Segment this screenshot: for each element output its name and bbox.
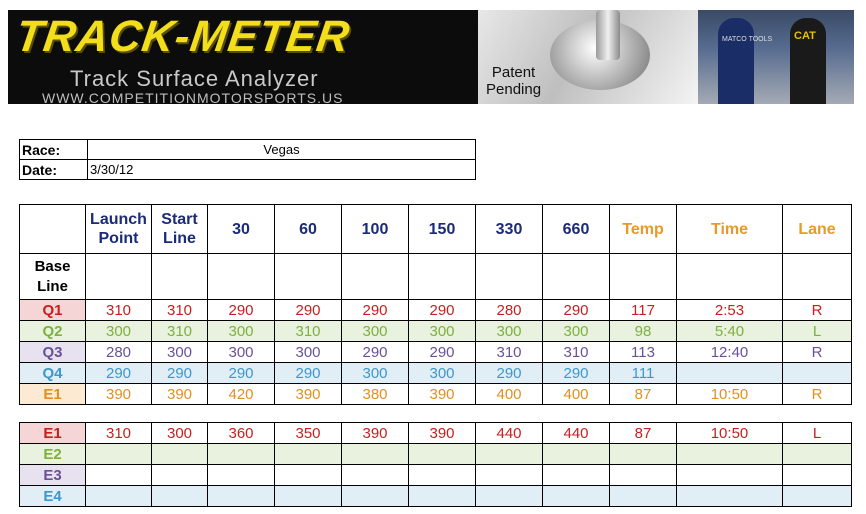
table-cell[interactable] <box>783 465 852 486</box>
table-cell[interactable]: 10:50 <box>677 423 783 444</box>
table-cell[interactable]: L <box>783 321 852 342</box>
column-header-line1: 30 <box>232 220 250 238</box>
table-cell[interactable] <box>208 444 275 465</box>
table-cell[interactable]: 400 <box>543 384 610 405</box>
row-label: E3 <box>20 465 86 486</box>
table-row <box>20 384 852 405</box>
table-cell[interactable]: 390 <box>275 384 342 405</box>
table-cell[interactable] <box>342 486 409 507</box>
table-cell[interactable]: 310 <box>152 321 208 342</box>
column-header-line1: Start <box>161 211 198 228</box>
table-cell[interactable] <box>342 444 409 465</box>
date-value[interactable]: 3/30/12 <box>88 160 476 180</box>
table-cell[interactable]: 300 <box>409 321 476 342</box>
column-header <box>476 205 543 254</box>
table-cell[interactable]: 300 <box>342 321 409 342</box>
row-label: E2 <box>20 444 86 465</box>
table-cell[interactable] <box>677 486 783 507</box>
row-label: Q3 <box>20 342 86 363</box>
table-cell[interactable]: 280 <box>86 342 152 363</box>
race-info-table <box>19 139 476 180</box>
column-header <box>152 205 208 254</box>
column-header-line1: Temp <box>622 220 664 238</box>
table-spacer-row <box>20 405 852 423</box>
row-label: Q4 <box>20 363 86 384</box>
table-cell[interactable]: 300 <box>86 321 152 342</box>
race-value[interactable]: Vegas <box>88 140 476 160</box>
table-cell[interactable] <box>783 444 852 465</box>
header-corner <box>20 205 86 254</box>
base-line-cell[interactable] <box>342 254 409 300</box>
racers-photo <box>698 10 854 104</box>
table-cell[interactable] <box>543 486 610 507</box>
column-header <box>208 205 275 254</box>
column-header <box>783 205 852 254</box>
table-cell[interactable]: 300 <box>342 363 409 384</box>
banner-url[interactable]: WWW.COMPETITIONMOTORSPORTS.US <box>42 90 344 104</box>
table-cell[interactable]: 5:40 <box>677 321 783 342</box>
table-cell[interactable]: 87 <box>610 384 677 405</box>
table-cell[interactable] <box>208 486 275 507</box>
table-cell[interactable]: L <box>783 423 852 444</box>
column-header <box>543 205 610 254</box>
patent-line-1: Patent <box>491 64 536 81</box>
table-cell[interactable]: 390 <box>152 384 208 405</box>
header-row <box>20 205 852 254</box>
table-cell[interactable] <box>86 444 152 465</box>
column-header-line1: Time <box>710 220 749 238</box>
table-cell[interactable] <box>409 486 476 507</box>
base-line-row <box>20 254 852 300</box>
row-label: Q1 <box>20 300 86 321</box>
row-label: Q2 <box>20 321 86 342</box>
table-cell[interactable] <box>152 465 208 486</box>
table-row <box>20 465 852 486</box>
table-cell[interactable]: 290 <box>342 300 409 321</box>
table-cell[interactable]: 12:40 <box>677 342 783 363</box>
table-cell[interactable] <box>275 444 342 465</box>
table-cell[interactable]: 390 <box>409 384 476 405</box>
column-header <box>610 205 677 254</box>
row-label: E1 <box>20 384 86 405</box>
table-cell[interactable]: 390 <box>86 384 152 405</box>
table-cell[interactable] <box>610 486 677 507</box>
column-header <box>677 205 783 254</box>
table-cell[interactable]: 310 <box>86 300 152 321</box>
column-header <box>275 205 342 254</box>
table-cell[interactable]: 290 <box>543 363 610 384</box>
patent-notice <box>486 64 541 98</box>
table-cell[interactable]: 310 <box>86 423 152 444</box>
table-cell[interactable]: 290 <box>275 363 342 384</box>
base-line-cell[interactable] <box>677 254 783 300</box>
table-row <box>20 444 852 465</box>
table-cell[interactable] <box>152 444 208 465</box>
table-cell[interactable]: 310 <box>476 342 543 363</box>
column-header-line1: 60 <box>299 220 317 238</box>
table-cell[interactable] <box>275 486 342 507</box>
table-cell[interactable]: 290 <box>208 363 275 384</box>
table-cell[interactable]: 310 <box>152 300 208 321</box>
table-cell[interactable] <box>409 465 476 486</box>
table-cell[interactable]: 290 <box>152 363 208 384</box>
table-cell[interactable]: 300 <box>409 363 476 384</box>
track-data-table <box>19 204 852 507</box>
row-label: E4 <box>20 486 86 507</box>
date-row <box>20 160 476 180</box>
table-cell[interactable] <box>86 465 152 486</box>
base-line-cell[interactable] <box>476 254 543 300</box>
base-line-cell[interactable] <box>208 254 275 300</box>
table-cell[interactable]: 380 <box>342 384 409 405</box>
base-line-cell[interactable] <box>783 254 852 300</box>
table-cell[interactable] <box>677 465 783 486</box>
banner <box>8 10 854 104</box>
brand-logo: TRACK-METER <box>12 12 354 61</box>
banner-subtitle: Track Surface Analyzer <box>70 66 319 91</box>
table-cell[interactable]: 290 <box>409 300 476 321</box>
table-cell[interactable] <box>543 444 610 465</box>
table-cell[interactable]: 10:50 <box>677 384 783 405</box>
table-cell[interactable]: 310 <box>275 321 342 342</box>
table-cell[interactable]: R <box>783 384 852 405</box>
table-cell[interactable]: 300 <box>208 342 275 363</box>
table-row <box>20 363 852 384</box>
table-cell[interactable]: 113 <box>610 342 677 363</box>
table-cell[interactable] <box>208 465 275 486</box>
table-cell[interactable]: 300 <box>208 321 275 342</box>
table-cell[interactable]: 290 <box>342 342 409 363</box>
table-cell[interactable] <box>275 465 342 486</box>
table-cell[interactable]: 300 <box>152 423 208 444</box>
table-cell[interactable] <box>476 465 543 486</box>
table-cell[interactable]: 280 <box>476 300 543 321</box>
table-cell[interactable]: 300 <box>152 342 208 363</box>
table-cell[interactable] <box>409 444 476 465</box>
table-cell[interactable] <box>476 444 543 465</box>
table-cell[interactable] <box>342 465 409 486</box>
device-photo <box>478 10 698 104</box>
table-cell[interactable]: 98 <box>610 321 677 342</box>
column-header-line1: 100 <box>361 220 389 238</box>
photo-badge-matco: MATCO TOOLS <box>722 36 773 43</box>
column-header <box>86 205 152 254</box>
table-cell[interactable] <box>86 486 152 507</box>
device-post-icon <box>596 10 620 60</box>
column-header <box>409 205 476 254</box>
column-header-line1: 330 <box>495 220 523 238</box>
row-label: E1 <box>20 423 86 444</box>
base-line-cell[interactable] <box>152 254 208 300</box>
table-cell[interactable] <box>543 465 610 486</box>
column-header-line1: 150 <box>428 220 456 238</box>
table-row <box>20 300 852 321</box>
table-cell[interactable] <box>783 486 852 507</box>
table-cell[interactable] <box>152 486 208 507</box>
table-row <box>20 486 852 507</box>
table-cell[interactable]: 390 <box>409 423 476 444</box>
table-cell[interactable]: 440 <box>543 423 610 444</box>
table-cell[interactable]: 300 <box>476 321 543 342</box>
photo-badge-cat: CAT <box>794 30 816 42</box>
column-header-line2: Line <box>163 230 196 247</box>
column-header-line1: Launch <box>90 211 147 228</box>
table-cell[interactable]: 440 <box>476 423 543 444</box>
race-label: Race: <box>20 140 88 160</box>
table-cell[interactable]: R <box>783 300 852 321</box>
base-line-cell[interactable] <box>610 254 677 300</box>
table-cell[interactable]: 117 <box>610 300 677 321</box>
table-cell[interactable]: 310 <box>543 342 610 363</box>
base-line-label-1: Base <box>34 257 71 275</box>
table-cell[interactable]: 300 <box>543 321 610 342</box>
table-cell[interactable] <box>783 363 852 384</box>
table-cell[interactable] <box>677 444 783 465</box>
base-line-cell[interactable] <box>543 254 610 300</box>
table-cell[interactable] <box>610 465 677 486</box>
table-cell[interactable] <box>476 486 543 507</box>
table-cell[interactable]: 2:53 <box>677 300 783 321</box>
table-cell[interactable]: 87 <box>610 423 677 444</box>
table-cell[interactable]: 300 <box>275 342 342 363</box>
table-row <box>20 342 852 363</box>
person-figure <box>718 18 754 104</box>
column-header-line1: Lane <box>798 220 836 238</box>
table-cell[interactable]: 360 <box>208 423 275 444</box>
table-cell[interactable]: 400 <box>476 384 543 405</box>
table-cell[interactable]: 390 <box>342 423 409 444</box>
base-line-cell[interactable] <box>409 254 476 300</box>
table-cell[interactable] <box>610 444 677 465</box>
table-cell[interactable]: 350 <box>275 423 342 444</box>
table-cell[interactable]: 290 <box>543 300 610 321</box>
base-line-cell[interactable] <box>86 254 152 300</box>
column-header-line2: Point <box>98 230 139 247</box>
table-spacer <box>20 405 852 423</box>
race-row <box>20 140 476 160</box>
table-row <box>20 423 852 444</box>
table-cell[interactable]: 290 <box>409 342 476 363</box>
table-cell[interactable]: 420 <box>208 384 275 405</box>
table-cell[interactable]: R <box>783 342 852 363</box>
base-line-cell[interactable] <box>275 254 342 300</box>
table-cell[interactable]: 111 <box>610 363 677 384</box>
patent-line-2: Pending <box>486 81 542 98</box>
table-row <box>20 321 852 342</box>
table-cell[interactable]: 290 <box>275 300 342 321</box>
table-cell[interactable]: 290 <box>86 363 152 384</box>
base-line-label-2: Line <box>37 277 68 295</box>
table-cell[interactable]: 290 <box>208 300 275 321</box>
column-header <box>342 205 409 254</box>
date-label: Date: <box>20 160 88 180</box>
base-line-label <box>20 254 86 300</box>
table-cell[interactable] <box>677 363 783 384</box>
column-header-line1: 660 <box>562 220 590 238</box>
table-cell[interactable]: 290 <box>476 363 543 384</box>
